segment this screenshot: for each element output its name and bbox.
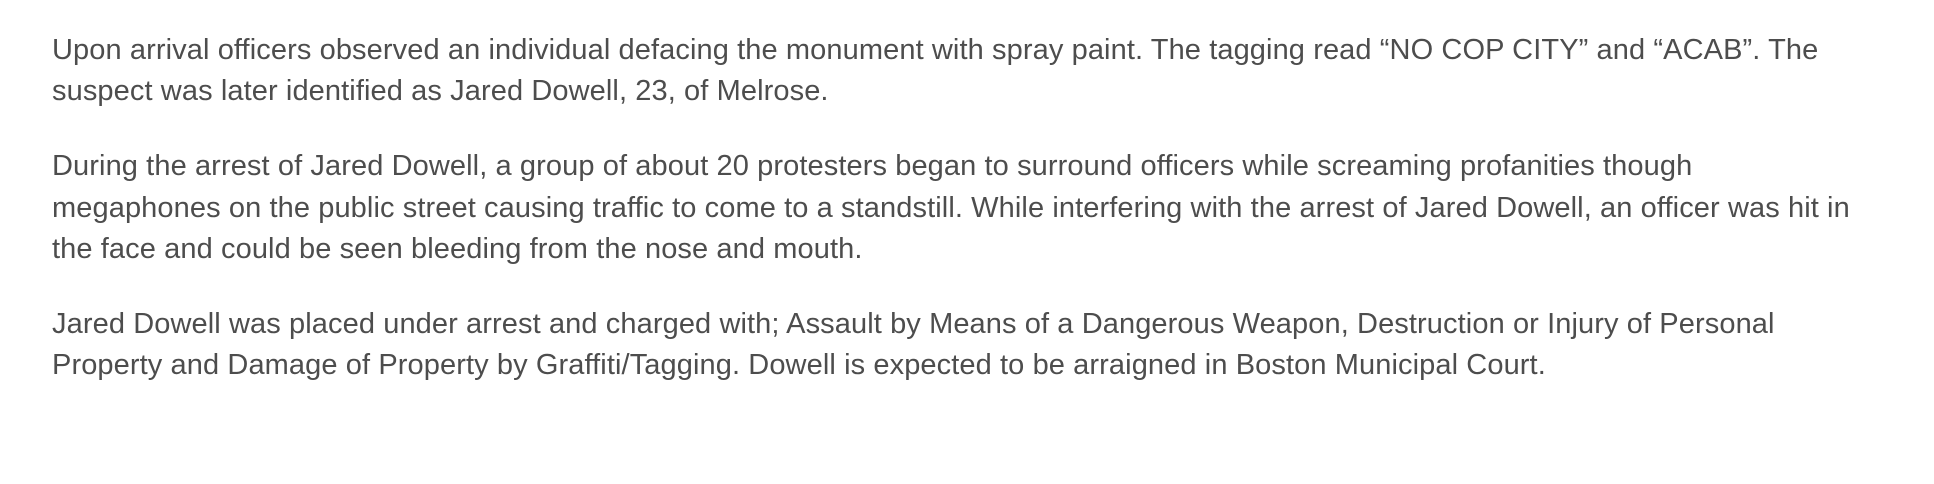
- incident-paragraph-1: Upon arrival officers observed an individual defacing the monument with spray paint. The tagging read “NO COP CITY” and “ACAB”. The suspect was later identified as Jared Dowell, 23, of Melrose.: [52, 34, 1819, 108]
- incident-paragraph-3: Jared Dowell was placed under arrest and charged with; Assault by Means of a Dangerous Weapon, Destruction or Injury of Personal Property and Damage of Property by Graffiti/Tagging. Dowell is expected to be arraigned in Boston Municipal Court.: [52, 307, 1775, 382]
- incident-paragraph-2: During the arrest of Jared Dowell, a group of about 20 protesters began to surround officers while screaming profanities though megaphones on the public street causing traffic to come to a standstill. While interfering with the arrest of Jared Dowell, an officer was hit in the face and could be seen bleeding from the nose and mouth.: [52, 150, 1850, 265]
